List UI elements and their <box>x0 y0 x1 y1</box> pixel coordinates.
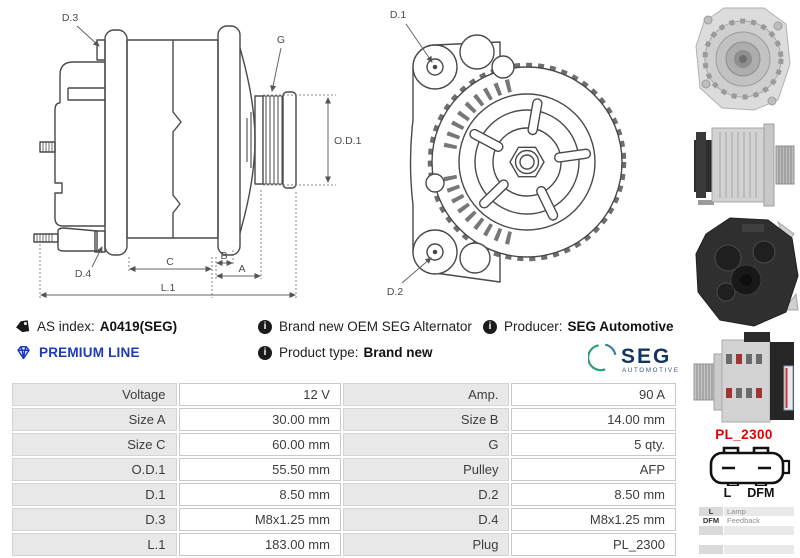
product-photo-front <box>694 4 792 114</box>
spec-value: M8x1.25 mm <box>511 508 676 531</box>
alternator-side-outline <box>34 26 296 255</box>
spec-label: D.2 <box>343 483 510 506</box>
spec-value: 8.50 mm <box>179 483 341 506</box>
spec-label: L.1 <box>12 533 177 556</box>
pin-dfm-label: DFM <box>747 486 775 500</box>
producer-value: SEG Automotive <box>567 319 674 334</box>
premium-line-row <box>15 345 140 360</box>
seg-logo-subtext: AUTOMOTIVE <box>622 367 680 374</box>
label-d4: D.4 <box>74 268 92 280</box>
as-index-row <box>15 319 177 334</box>
brand-new-oem-text: Brand new OEM SEG Alternator <box>279 319 472 334</box>
table-row <box>12 483 676 506</box>
legend-row <box>699 517 794 526</box>
spec-label: Size C <box>12 433 177 456</box>
product-photo-side-left <box>692 330 800 426</box>
spec-label: D.1 <box>12 483 177 506</box>
legend-pin: L <box>699 507 723 516</box>
producer-label: Producer: <box>504 319 563 334</box>
spec-value: 5 qty. <box>511 433 676 456</box>
product-type-row <box>258 345 433 360</box>
producer-row <box>483 319 674 334</box>
legend-row <box>699 507 794 516</box>
legend-desc: Feedback <box>727 516 760 525</box>
spec-value: 8.50 mm <box>511 483 676 506</box>
legend-row-empty <box>699 526 794 535</box>
front-view-drawing <box>340 0 690 310</box>
spec-value: 90 A <box>511 383 676 406</box>
plug-pin-labels <box>706 486 792 500</box>
legend-row-empty <box>699 545 794 554</box>
side-view-drawing <box>0 0 375 310</box>
label-c: C <box>166 256 174 268</box>
product-photo-rear <box>690 214 800 328</box>
spec-table <box>10 381 678 558</box>
spec-label: Size A <box>12 408 177 431</box>
legend-row-empty <box>699 536 794 545</box>
spec-label: Voltage <box>12 383 177 406</box>
table-row <box>12 433 676 456</box>
seg-logo-text: SEG <box>621 345 672 368</box>
spec-label: Pulley <box>343 458 510 481</box>
info-icon: i <box>483 320 497 334</box>
label-od1: O.D.1 <box>334 135 362 147</box>
label-g: G <box>276 34 286 46</box>
table-row <box>12 533 676 556</box>
legend-desc: Lamp <box>724 507 794 516</box>
tag-icon <box>15 319 30 334</box>
spec-value: 14.00 mm <box>511 408 676 431</box>
brand-new-oem-row <box>258 319 472 334</box>
spec-value: 55.50 mm <box>179 458 341 481</box>
front-dimension-labels <box>387 9 407 298</box>
spec-label: Plug <box>343 533 510 556</box>
seg-automotive-logo <box>588 339 688 375</box>
spec-value: M8x1.25 mm <box>179 508 341 531</box>
label-d1: D.1 <box>389 9 407 21</box>
premium-line-label: PREMIUM LINE <box>39 345 140 360</box>
label-d3: D.3 <box>61 12 79 24</box>
spec-label: Amp. <box>343 383 510 406</box>
spec-value: 30.00 mm <box>179 408 341 431</box>
spec-value: 60.00 mm <box>179 433 341 456</box>
as-index-label: AS index: <box>37 319 95 334</box>
product-type-value: Brand new <box>363 345 433 360</box>
spec-value: AFP <box>511 458 676 481</box>
legend-pin: DFM <box>702 516 720 525</box>
as-index-value: A0419(SEG) <box>99 319 178 334</box>
side-dimension-lines <box>40 26 336 298</box>
plug-legend-table <box>698 506 795 555</box>
spec-value: 12 V <box>179 383 341 406</box>
label-d2: D.2 <box>386 286 404 298</box>
label-l1: L.1 <box>160 282 176 294</box>
spec-label: G <box>343 433 510 456</box>
label-a: A <box>238 263 246 275</box>
table-row <box>12 458 676 481</box>
spec-value: PL_2300 <box>511 533 676 556</box>
spec-label: Size B <box>343 408 510 431</box>
plug-name: PL_2300 <box>715 427 773 442</box>
product-photo-side-right <box>692 118 800 212</box>
spec-label: D.3 <box>12 508 177 531</box>
info-icon: i <box>258 320 272 334</box>
label-b: B <box>220 250 228 262</box>
spec-value: 183.00 mm <box>179 533 341 556</box>
pin-l-label: L <box>723 486 732 500</box>
spec-label: D.4 <box>343 508 510 531</box>
product-type-label: Product type: <box>279 345 359 360</box>
spec-label: O.D.1 <box>12 458 177 481</box>
table-row <box>12 508 676 531</box>
plug-connector-diagram <box>706 446 792 486</box>
info-icon: i <box>258 346 272 360</box>
diamond-icon <box>15 345 32 360</box>
table-row <box>12 383 676 406</box>
table-row <box>12 408 676 431</box>
